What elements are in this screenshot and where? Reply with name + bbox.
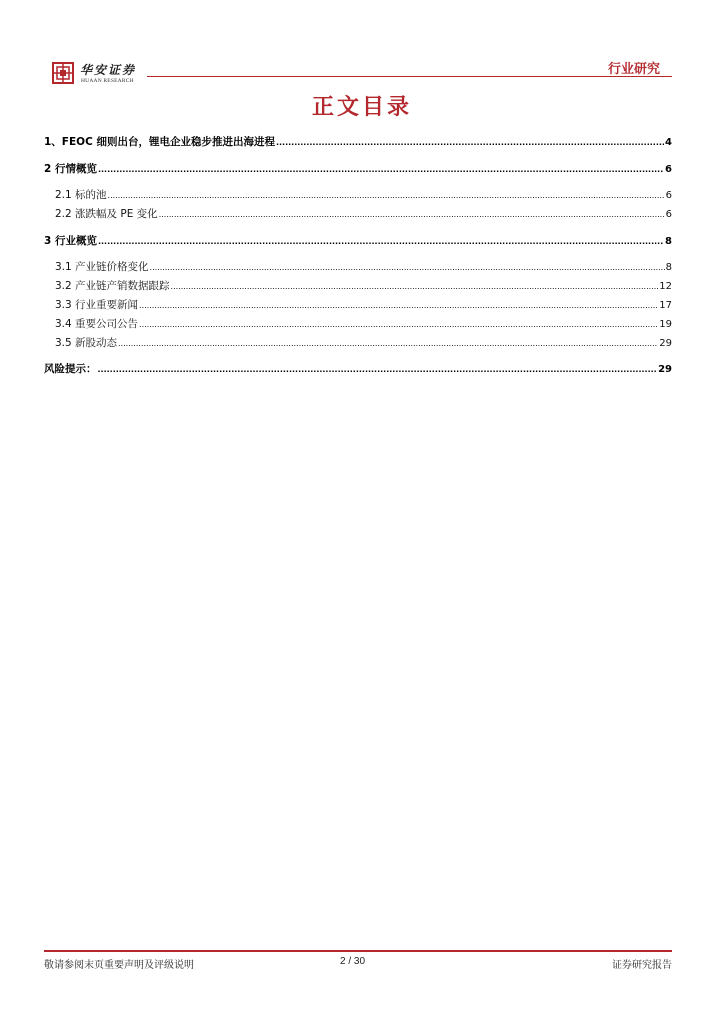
toc-item[interactable] [44,134,672,151]
toc-leader [171,279,659,295]
toc-item-page: 6 [665,190,672,201]
toc-item-label: 2 行情概览 [44,163,97,175]
toc-item-label: 2.2 涨跌幅及 PE 变化 [55,208,158,220]
toc-item-page: 29 [658,364,672,375]
toc-leader [118,336,658,352]
toc-leader [159,207,665,223]
toc-leader [98,234,664,250]
toc-leader [108,188,665,204]
toc-item-label: 风险提示： [44,363,97,375]
toc-item-page: 17 [659,300,672,311]
toc-leader [150,260,665,276]
toc-item-label: 1、FEOC 细则出台，锂电企业稳步推进出海进程 [44,136,275,148]
toc-item[interactable] [44,361,672,378]
toc-item-page: 6 [665,209,672,220]
toc-item[interactable] [44,278,672,295]
toc-item[interactable] [44,297,672,314]
toc-item[interactable] [44,161,672,178]
toc-item-label: 3.5 新股动态 [55,337,118,349]
toc-item[interactable] [44,206,672,223]
toc-item[interactable] [44,316,672,333]
toc-item-label: 3.4 重要公司公告 [55,318,139,330]
toc-title: 正文目录 [311,95,412,120]
toc-item-label: 3 行业概览 [44,235,97,247]
toc-leader [139,298,658,314]
page-header [52,55,672,89]
toc-item-page: 8 [665,262,672,273]
section-label: 行业研究 [607,62,660,77]
brand-name-cn: 华安证券 [80,63,137,77]
page-indicator: 2 / 30 [340,956,366,967]
toc-item-page: 6 [665,164,672,175]
footer-doc-type: 证券研究报告 [612,960,672,971]
toc-item[interactable] [44,259,672,276]
footer-divider [44,950,672,952]
toc-item-page: 12 [659,281,672,292]
toc-leader [98,362,658,378]
toc-item-page: 19 [659,319,672,330]
toc-item-label: 3.3 行业重要新闻 [55,299,139,311]
huaan-logo-icon [52,62,74,84]
toc-leader [98,162,664,178]
toc-item[interactable] [44,335,672,352]
toc-leader [139,317,658,333]
brand-name-en: HUAAN RESEARCH [81,78,134,84]
toc-item-label: 3.1 产业链价格变化 [55,261,149,273]
toc-item-page: 8 [665,236,672,247]
header-divider [147,76,672,77]
toc-item-label: 2.1 标的池 [55,189,107,201]
toc-item[interactable] [44,187,672,204]
toc-item[interactable] [44,233,672,250]
footer-disclaimer: 敬请参阅末页重要声明及评级说明 [44,960,194,971]
toc-item-page: 29 [659,338,672,349]
toc-item-label: 3.2 产业链产销数据跟踪 [55,280,170,292]
toc-item-page: 4 [665,137,672,148]
toc-leader [276,135,664,151]
